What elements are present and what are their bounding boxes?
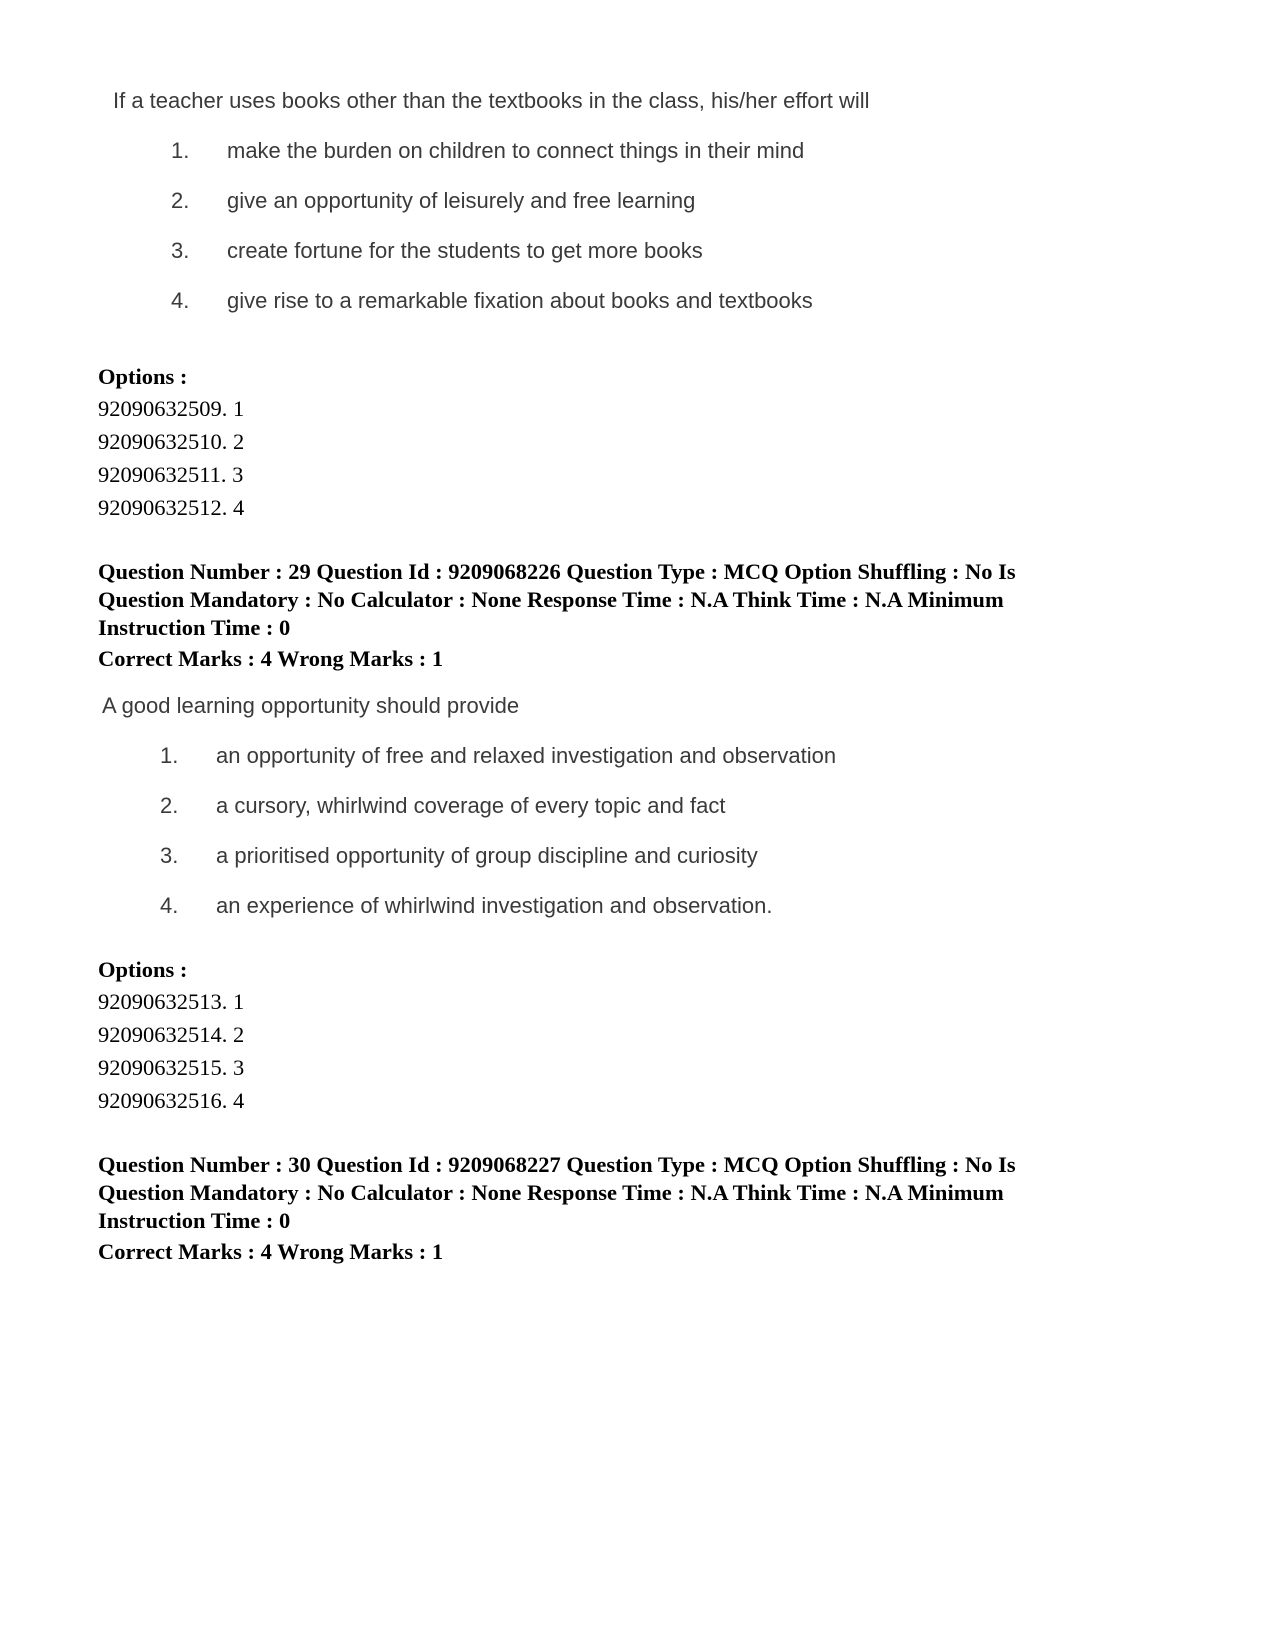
item-text: an opportunity of free and relaxed investigation and observation xyxy=(216,743,837,768)
item-text: create fortune for the students to get more books xyxy=(227,238,703,263)
item-number: 2. xyxy=(171,188,190,213)
option-line: 92090632514. 2 xyxy=(98,1022,245,1047)
item-text: make the burden on children to connect things in their mind xyxy=(227,138,805,163)
option-line: 92090632509. 1 xyxy=(98,396,245,421)
meta-line: Question Mandatory : No Calculator : None Response Time : N.A Think Time : N.A Minimum xyxy=(98,587,1004,612)
meta-line: Instruction Time : 0 xyxy=(98,615,291,640)
options-heading: Options : xyxy=(98,364,188,389)
item-number: 4. xyxy=(171,288,190,313)
item-number: 2. xyxy=(160,793,179,818)
marks-line: Correct Marks : 4 Wrong Marks : 1 xyxy=(98,646,444,671)
option-line: 92090632515. 3 xyxy=(98,1055,245,1080)
option-line: 92090632511. 3 xyxy=(98,462,244,487)
option-line: 92090632510. 2 xyxy=(98,429,245,454)
meta-line: Question Number : 30 Question Id : 9209068227 Question Type : MCQ Option Shuffling : No Is xyxy=(98,1152,1016,1177)
item-number: 4. xyxy=(160,893,179,918)
meta-line: Question Mandatory : No Calculator : None Response Time : N.A Think Time : N.A Minimum xyxy=(98,1180,1004,1205)
marks-line: Correct Marks : 4 Wrong Marks : 1 xyxy=(98,1239,444,1264)
question-meta xyxy=(98,558,1188,642)
item-text: a cursory, whirlwind coverage of every topic and fact xyxy=(216,793,726,818)
item-text: give rise to a remarkable fixation about books and textbooks xyxy=(227,288,813,313)
meta-line: Instruction Time : 0 xyxy=(98,1208,291,1233)
question-stem: If a teacher uses books other than the textbooks in the class, his/her effort will xyxy=(113,88,870,113)
item-number: 3. xyxy=(160,843,179,868)
option-line: 92090632516. 4 xyxy=(98,1088,245,1113)
meta-line: Question Number : 29 Question Id : 9209068226 Question Type : MCQ Option Shuffling : No Is xyxy=(98,559,1016,584)
question-29-image xyxy=(0,680,1275,930)
item-number: 1. xyxy=(171,138,190,163)
options-heading: Options : xyxy=(98,957,188,982)
item-text: an experience of whirlwind investigation and observation. xyxy=(216,893,773,918)
question-meta xyxy=(98,1151,1188,1235)
question-28-image xyxy=(0,0,1275,330)
question-stem: A good learning opportunity should provide xyxy=(102,693,520,718)
item-text: give an opportunity of leisurely and free learning xyxy=(227,188,696,213)
option-line: 92090632513. 1 xyxy=(98,989,245,1014)
item-number: 1. xyxy=(160,743,179,768)
item-number: 3. xyxy=(171,238,190,263)
item-text: a prioritised opportunity of group discipline and curiosity xyxy=(216,843,758,868)
option-line: 92090632512. 4 xyxy=(98,495,245,520)
